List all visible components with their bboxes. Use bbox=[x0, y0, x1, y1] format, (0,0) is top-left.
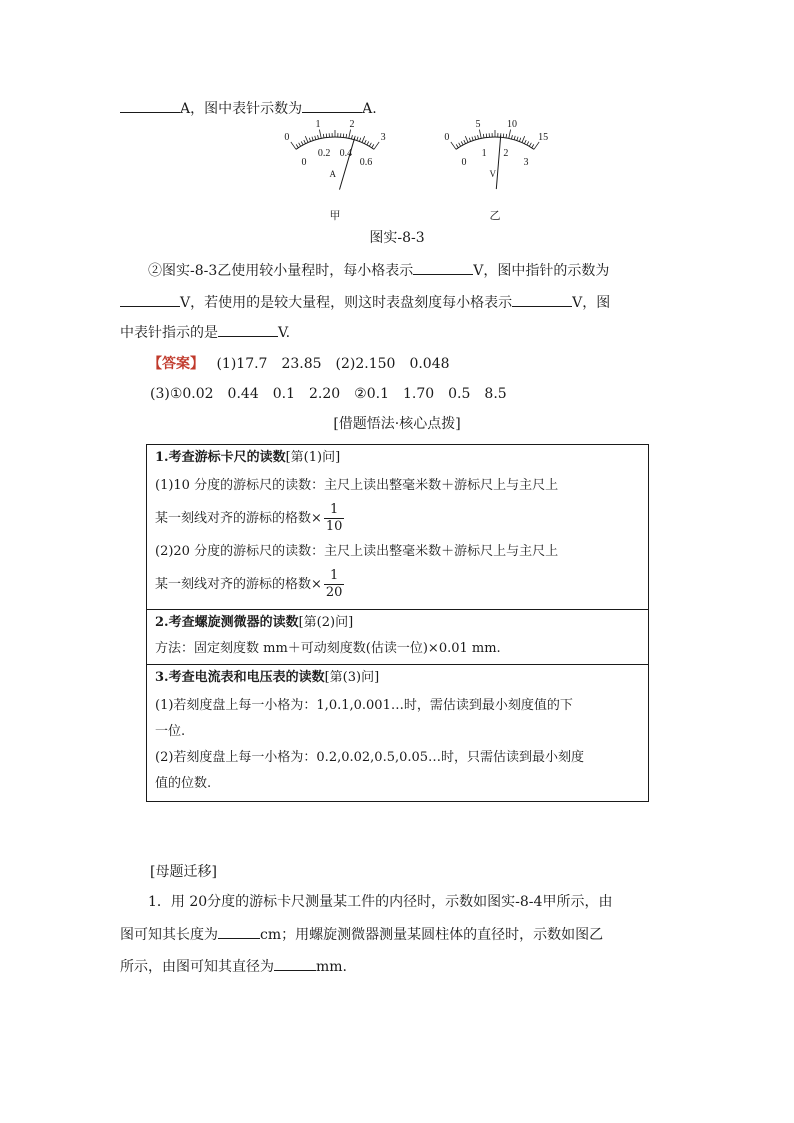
blank-field[interactable] bbox=[302, 98, 362, 113]
answer-tag: 【答案】 bbox=[148, 356, 204, 372]
inner-tick-label: 0.6 bbox=[359, 156, 373, 168]
dial-tick bbox=[451, 142, 456, 149]
blank-field[interactable] bbox=[120, 98, 180, 113]
dial-tick bbox=[519, 138, 520, 142]
dial-tick bbox=[364, 140, 366, 144]
dial-tick bbox=[506, 134, 507, 138]
dial-tick bbox=[464, 140, 466, 144]
question-line: 图可知其长度为 cm；用螺旋测微器测量某圆柱体的直径时，示数如图乙 bbox=[120, 924, 603, 945]
outer-tick-label: 0 bbox=[444, 132, 450, 144]
answer-line-top: A，图中表针示数为 A. bbox=[120, 98, 377, 119]
dial-tick bbox=[475, 136, 476, 140]
dial-tick bbox=[472, 137, 473, 141]
box-section-3: 3.考查电流表和电压表的读数[第(3)问] (1)若刻度盘上每一小格为：1,0.1,0.001…时，需估读到最小刻度值的下 一位. (2)若刻度盘上每一小格为：0.2,0.02,0.5,0.05…时，只需估读到最小刻度 值的位数. bbox=[147, 665, 649, 802]
question-line: 中表针指示的是 V. bbox=[120, 322, 290, 343]
meter-figure bbox=[260, 118, 560, 222]
meter-label: 乙 bbox=[489, 210, 501, 222]
dial-tick bbox=[527, 141, 529, 145]
dial-tick bbox=[469, 138, 470, 142]
outer-tick-label: 0 bbox=[284, 132, 290, 144]
dial-tick bbox=[509, 130, 511, 139]
inner-tick-label: 0 bbox=[461, 156, 467, 168]
dial-tick bbox=[351, 135, 352, 139]
outer-tick-label: 3 bbox=[380, 132, 386, 144]
question-line: 所示，由图可知其直径为 mm. bbox=[120, 956, 347, 977]
dial-tick bbox=[349, 130, 351, 139]
dial-tick bbox=[319, 130, 321, 139]
dial-tick bbox=[524, 140, 526, 144]
fraction: $\frac{1}{20}$ bbox=[325, 568, 343, 600]
outer-tick-label: 5 bbox=[475, 118, 481, 130]
blank-field[interactable] bbox=[413, 260, 473, 275]
fraction: $\frac{1}{10}$ bbox=[325, 502, 343, 534]
dial-arc bbox=[296, 137, 374, 149]
dial-tick bbox=[478, 135, 479, 139]
inner-tick-label: 3 bbox=[523, 156, 529, 168]
inner-tick-label: 0 bbox=[301, 156, 307, 168]
dial-tick bbox=[465, 136, 468, 142]
box-section-2: 2.考查螺旋测微器的读数[第(2)问] 方法：固定刻度数 mm＋可动刻度数(估读一位)×0.01 mm. bbox=[147, 610, 649, 665]
blank-field[interactable] bbox=[218, 322, 278, 337]
dial-tick bbox=[367, 141, 369, 145]
dial-tick bbox=[522, 136, 525, 142]
dial-arc bbox=[456, 137, 534, 149]
dial-tick bbox=[514, 136, 515, 140]
box-section-1: 1.考查游标卡尺的读数[第(1)问] (1)10 分度的游标尺的读数：主尺上读出整毫米数＋游标尺上与主尺上 某一刻线对齐的游标的格数× $\frac{1}{10}$ (2)20 分度的游标尺的读数：主尺上读出整毫米数＋游标尺上与主尺上 某一刻线对齐的游标的格数× $\frac{1}{20}$ bbox=[147, 445, 649, 610]
dial-tick bbox=[312, 137, 313, 141]
dial-tick bbox=[301, 141, 303, 145]
question-line: 1．用 20分度的游标卡尺测量某工件的内径时，示数如图实-8-4甲所示，由 bbox=[148, 894, 613, 910]
blank-field[interactable] bbox=[274, 956, 316, 971]
outer-tick-label: 15 bbox=[538, 132, 549, 144]
dial-tick bbox=[529, 143, 531, 146]
dial-tick bbox=[304, 140, 306, 144]
dial-tick bbox=[479, 130, 481, 139]
dial-tick bbox=[296, 144, 298, 147]
unit-label: A bbox=[329, 169, 337, 180]
blank-field[interactable] bbox=[218, 924, 260, 939]
blank-field[interactable] bbox=[120, 292, 180, 307]
question-line: V，若使用的是较大量程，则这时表盘刻度每小格表示 V，图 bbox=[120, 292, 610, 313]
migrate-title: [母题迁移] bbox=[150, 864, 217, 880]
dial-tick bbox=[357, 137, 358, 141]
dial-tick bbox=[323, 134, 324, 138]
dial-tick bbox=[459, 143, 461, 146]
dial-tick bbox=[483, 134, 484, 138]
dial-tick bbox=[359, 138, 360, 142]
dial-tick bbox=[309, 138, 310, 142]
outer-tick-label: 10 bbox=[506, 118, 517, 130]
dial-tick bbox=[318, 135, 319, 139]
dial-tick bbox=[369, 143, 371, 146]
ammeter-dial bbox=[284, 119, 385, 222]
dial-tick bbox=[456, 144, 458, 147]
meter-label: 甲 bbox=[329, 210, 341, 222]
blank-field[interactable] bbox=[512, 292, 572, 307]
dial-tick bbox=[372, 144, 374, 147]
inner-tick-label: 2 bbox=[503, 148, 509, 160]
unit-label: V bbox=[489, 169, 497, 180]
section-title: [借题悟法·核心点拨] bbox=[333, 416, 461, 432]
figure-caption: 图实-8-3 bbox=[369, 230, 425, 246]
outer-tick-label: 1 bbox=[315, 118, 321, 130]
dial-tick bbox=[362, 136, 365, 142]
outer-tick-label: 2 bbox=[349, 118, 355, 130]
question-line: ②图实-8-3乙使用较小量程时，每小格表示 V，图中指针的示数为 bbox=[120, 260, 609, 281]
dial-tick bbox=[511, 135, 512, 139]
dial-tick bbox=[315, 136, 316, 140]
key-points-box bbox=[146, 444, 649, 802]
inner-tick-label: 1 bbox=[481, 148, 487, 160]
dial-tick bbox=[305, 136, 308, 142]
dial-tick bbox=[461, 141, 463, 145]
dial-tick bbox=[532, 144, 534, 147]
inner-tick-label: 0.2 bbox=[317, 148, 331, 160]
inner-tick-label: 0.4 bbox=[339, 148, 353, 160]
needle bbox=[496, 135, 500, 189]
voltmeter-dial bbox=[444, 119, 548, 222]
answer-line: (3)①0.02 0.44 0.1 2.20 ②0.1 1.70 0.5 8.5 bbox=[150, 386, 507, 402]
dial-tick bbox=[299, 143, 301, 146]
dial-tick bbox=[374, 142, 379, 149]
dial-tick bbox=[517, 137, 518, 141]
needle bbox=[339, 138, 354, 190]
answer-line: 【答案】 (1)17.7 23.85 (2)2.150 0.048 bbox=[148, 356, 450, 372]
dial-tick bbox=[291, 142, 296, 149]
dial-tick bbox=[346, 134, 347, 138]
